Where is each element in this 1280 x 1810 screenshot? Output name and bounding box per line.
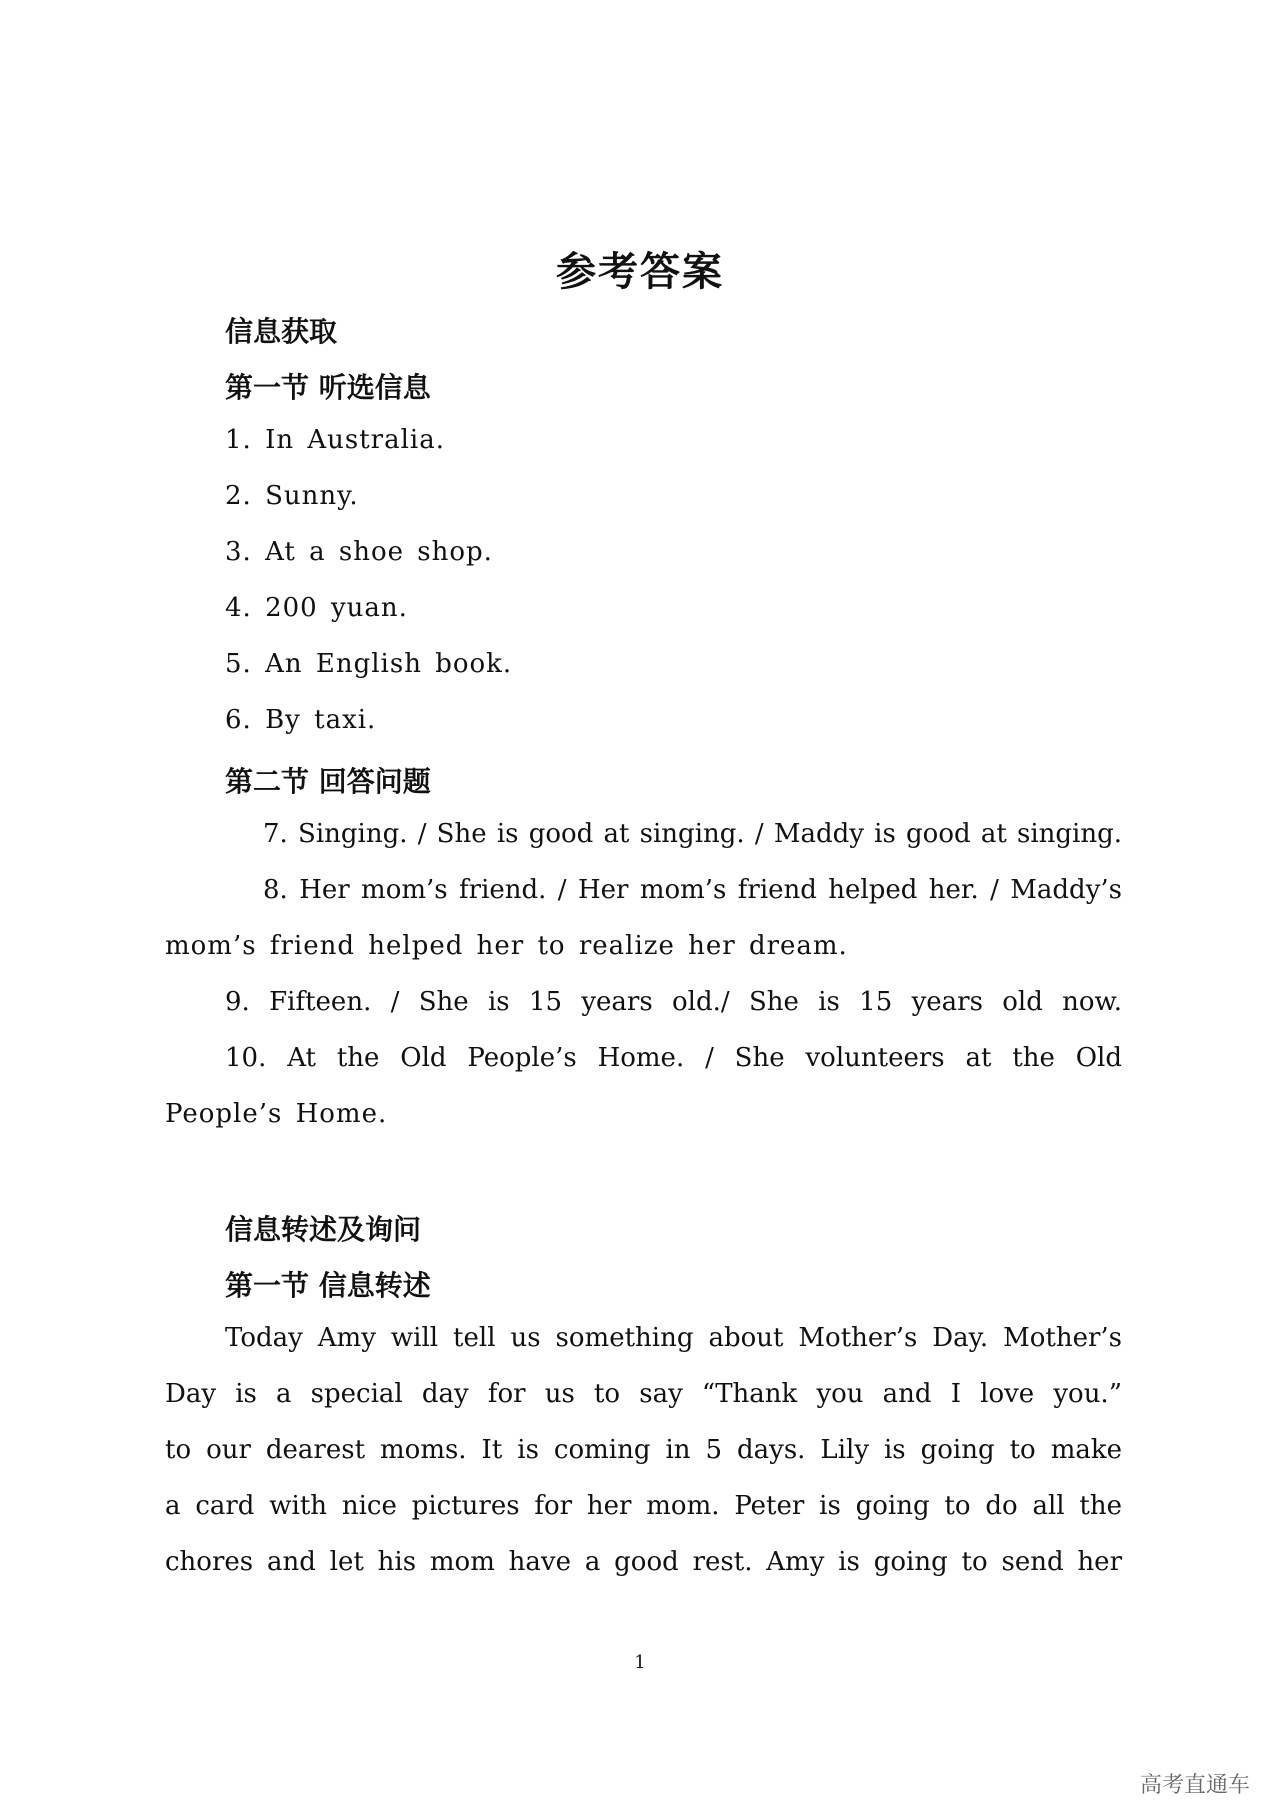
passage-line-4: a card with nice pictures for her mom. Peter is going to do all the [165,1491,1122,1521]
part-heading-info-relay: 第一节 信息转述 [225,1269,431,1302]
watermark-text: 高考直通车 [1139,1773,1250,1798]
answer-5: 5. An English book. [225,649,513,679]
answer-10-line-2: People’s Home. [165,1099,388,1129]
section-heading-info-acquisition: 信息获取 [225,315,338,348]
part-heading-listening-choice: 第一节 听选信息 [225,371,431,404]
passage-line-1: Today Amy will tell us something about Mother’s Day. Mother’s [225,1323,1122,1353]
answer-8-line-1: 8. Her mom’s friend. / Her mom’s friend helped her. / Maddy’s [263,875,1122,905]
answer-2: 2. Sunny. [225,481,359,511]
answer-4: 4. 200 yuan. [225,593,408,623]
answer-8-line-2: mom’s friend helped her to realize her dream. [165,931,848,961]
section-heading-info-relay: 信息转述及询问 [225,1213,422,1246]
passage-line-5: chores and let his mom have a good rest. Amy is going to send her [165,1547,1122,1577]
passage-line-3: to our dearest moms. It is coming in 5 days. Lily is going to make [165,1435,1122,1465]
answer-9: 9. Fifteen. / She is 15 years old./ She is 15 years old now. [225,987,1122,1017]
answer-3: 3. At a shoe shop. [225,537,493,567]
answer-6: 6. By taxi. [225,705,377,735]
part-heading-answer-questions: 第二节 回答问题 [225,765,431,798]
page-number: 1 [634,1652,646,1673]
answer-10-line-1: 10. At the Old People’s Home. / She volunteers at the Old [225,1043,1122,1073]
answer-7: 7. Singing. / She is good at singing. / Maddy is good at singing. [263,819,1122,849]
page-title: 参考答案 [556,249,724,295]
passage-line-2: Day is a special day for us to say “Thank you and I love you.” [165,1379,1122,1409]
answer-1: 1. In Australia. [225,425,445,455]
